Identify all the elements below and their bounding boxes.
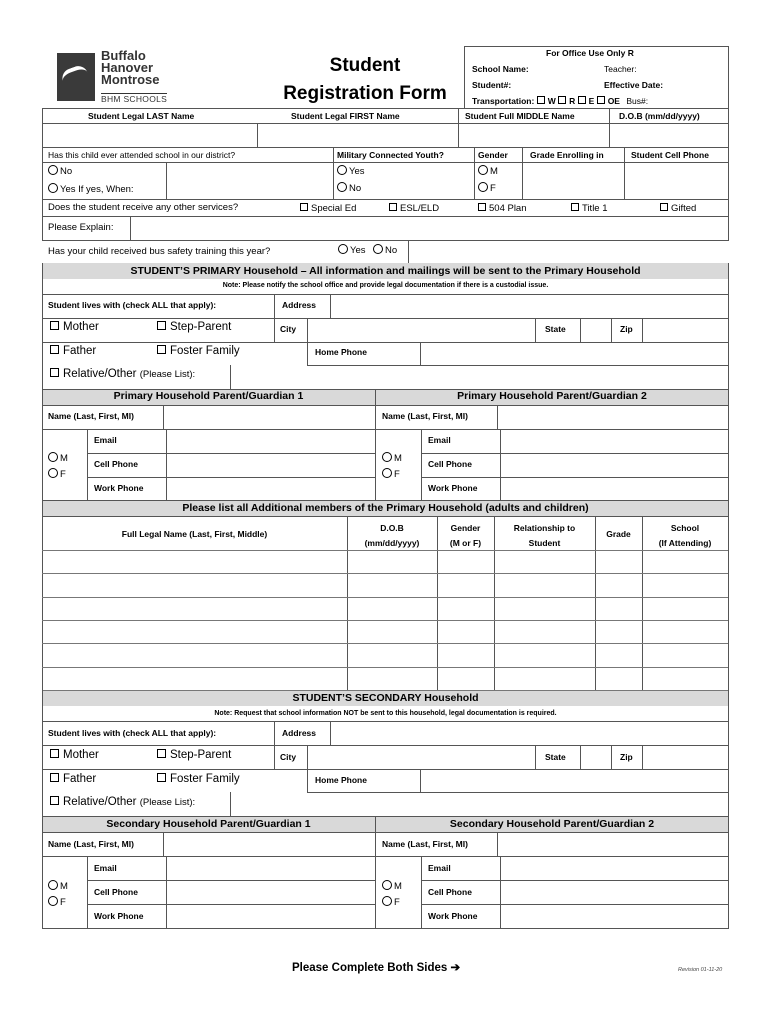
secondary-g1-m-label: M xyxy=(60,881,68,892)
trans-w-label: W xyxy=(547,96,556,106)
members-dob-line2: (mm/dd/yyyy) xyxy=(364,538,420,548)
logo-line-1: Buffalo xyxy=(101,48,146,63)
military-no-option[interactable] xyxy=(337,182,361,194)
rule xyxy=(728,500,729,690)
secondary-relative-label: Relative/Other xyxy=(63,796,137,808)
logo-line-2: Hanover xyxy=(101,60,154,75)
rule xyxy=(408,240,409,263)
rule xyxy=(728,263,729,389)
title-line-1: Student xyxy=(329,55,401,76)
rule xyxy=(42,690,43,817)
rule xyxy=(375,816,376,929)
dob-field[interactable] xyxy=(610,124,728,146)
secondary-g1-cell-label: Cell Phone xyxy=(94,887,138,897)
secondary-relative-option[interactable] xyxy=(50,796,195,808)
secondary-city-field[interactable] xyxy=(308,746,534,769)
student-cell-label: Student Cell Phone xyxy=(631,150,709,160)
primary-address-label: Address xyxy=(282,300,317,310)
members-gender-line2: (M or F) xyxy=(449,538,482,548)
primary-g1-f-label: F xyxy=(60,469,66,480)
members-school-header: School (If Attending) xyxy=(658,523,712,548)
middle-name-field[interactable] xyxy=(459,124,609,146)
members-dob-line1: D.O.B xyxy=(380,523,404,533)
military-no-radio[interactable] xyxy=(337,182,347,192)
grade-label: Grade Enrolling in xyxy=(530,150,604,160)
rule xyxy=(728,690,729,817)
bus-question: Has your child received bus safety training this year? xyxy=(48,246,271,257)
rule xyxy=(535,745,536,769)
primary-address-field[interactable] xyxy=(331,295,728,318)
rule xyxy=(307,769,308,792)
secondary-step-checkbox[interactable] xyxy=(157,749,166,758)
secondary-g1-f-label: F xyxy=(60,897,66,908)
primary-heading: STUDENT’S PRIMARY Household – All information and mailings will be sent to the Primary Household xyxy=(130,265,641,277)
secondary-note: Note: Request that school information NOT be sent to this household, legal documentation is required. xyxy=(214,710,557,717)
secondary-g2-cell-label: Cell Phone xyxy=(428,887,472,897)
form-title xyxy=(280,52,450,108)
primary-foster-checkbox[interactable] xyxy=(157,345,166,354)
secondary-g2-email-label: Email xyxy=(428,863,451,873)
office-use-box xyxy=(464,46,728,108)
gender-f-radio[interactable] xyxy=(478,182,488,192)
military-yes-label: Yes xyxy=(349,166,365,177)
primary-g2-work-label: Work Phone xyxy=(428,483,478,493)
svc-504-option[interactable] xyxy=(478,203,527,214)
rule xyxy=(42,108,729,109)
primary-g1-cell-field[interactable] xyxy=(167,454,375,477)
secondary-address-field[interactable] xyxy=(331,722,728,745)
primary-home-phone-label: Home Phone xyxy=(315,347,367,357)
attended-yes-option[interactable] xyxy=(48,183,134,195)
members-table-body[interactable] xyxy=(43,551,728,690)
bus-yes-label: Yes xyxy=(350,245,366,256)
rule xyxy=(421,429,422,500)
trans-oe-checkbox[interactable] xyxy=(597,96,605,104)
bus-yes-radio[interactable] xyxy=(338,244,348,254)
svc-504-label: 504 Plan xyxy=(489,203,527,214)
rule xyxy=(535,318,536,342)
primary-mother-option[interactable] xyxy=(50,321,99,333)
rule xyxy=(42,263,43,389)
bus-no-label: No xyxy=(385,245,398,256)
gender-f-option[interactable] xyxy=(478,182,496,194)
office-school-name: School Name: xyxy=(472,64,529,74)
primary-g1-cell-label: Cell Phone xyxy=(94,459,138,469)
primary-g2-m-label: M xyxy=(394,453,402,464)
secondary-father-checkbox[interactable] xyxy=(50,773,59,782)
office-transportation xyxy=(472,96,648,106)
primary-city-label: City xyxy=(280,324,297,334)
secondary-g2-m-label: M xyxy=(394,881,402,892)
transportation-label: Transportation: xyxy=(472,96,535,106)
primary-g1-email-field[interactable] xyxy=(167,430,375,453)
primary-g2-work-field[interactable] xyxy=(501,478,728,500)
trans-oe-label: OE xyxy=(607,96,620,106)
office-heading: For Office Use Only R xyxy=(546,48,634,58)
primary-step-checkbox[interactable] xyxy=(157,321,166,330)
secondary-foster-label: Foster Family xyxy=(170,773,240,785)
primary-father-option[interactable] xyxy=(50,345,96,357)
svc-title1-checkbox[interactable] xyxy=(571,203,579,211)
bhm-logo-mark xyxy=(57,53,95,101)
office-border-top xyxy=(464,46,729,47)
gender-m-option[interactable] xyxy=(478,165,498,177)
gender-label: Gender xyxy=(478,150,508,160)
footer-text: Please Complete Both Sides xyxy=(292,962,448,974)
primary-g1-email-label: Email xyxy=(94,435,117,445)
primary-lives-with: Student lives with (check ALL that apply): xyxy=(48,300,217,310)
members-rel-line1: Relationship to xyxy=(513,523,576,533)
rule xyxy=(580,745,581,769)
office-border-left xyxy=(464,46,465,108)
members-heading: Please list all Additional members of the Primary Household (adults and children) xyxy=(182,502,589,514)
svc-esl-checkbox[interactable] xyxy=(389,203,397,211)
secondary-home-phone-label: Home Phone xyxy=(315,775,367,785)
office-effective-date: Effective Date: xyxy=(604,80,664,90)
secondary-zip-field[interactable] xyxy=(643,746,728,769)
secondary-g1-name-label: Name (Last, First, MI) xyxy=(48,839,134,849)
secondary-g2-name-label: Name (Last, First, MI) xyxy=(382,839,468,849)
trans-r-label: R xyxy=(569,96,576,106)
rule xyxy=(230,792,231,817)
primary-g1-f-radio[interactable] xyxy=(48,468,58,478)
members-gender-header xyxy=(437,521,494,551)
secondary-foster-checkbox[interactable] xyxy=(157,773,166,782)
primary-g1-f-option[interactable] xyxy=(48,468,66,480)
secondary-g1-cell-field[interactable] xyxy=(167,881,375,904)
gender-f-label: F xyxy=(490,183,496,194)
primary-g1-work-field[interactable] xyxy=(167,478,375,500)
secondary-father-option[interactable] xyxy=(50,773,96,785)
last-name-label: Student Legal LAST Name xyxy=(88,111,195,121)
logo-sub: BHM SCHOOLS xyxy=(101,94,168,104)
primary-note: Note: Please notify the school office and provide legal documentation if there is a custodial issue. xyxy=(222,282,549,289)
secondary-heading: STUDENT’S SECONDARY Household xyxy=(292,692,479,704)
secondary-g1-email-field[interactable] xyxy=(167,857,375,880)
rule xyxy=(421,856,422,929)
military-question: Military Connected Youth? xyxy=(337,150,444,160)
trans-e-label: E xyxy=(588,96,595,106)
primary-relative-checkbox[interactable] xyxy=(50,368,59,377)
secondary-foster-option[interactable] xyxy=(157,773,240,785)
primary-zip-field[interactable] xyxy=(643,319,728,342)
svc-special-label: Special Ed xyxy=(311,203,357,214)
svc-504-checkbox[interactable] xyxy=(478,203,486,211)
office-border-right xyxy=(728,46,729,108)
secondary-g1-work-label: Work Phone xyxy=(94,911,144,921)
middle-name-label: Student Full MIDDLE Name xyxy=(465,111,575,121)
secondary-g1-email-label: Email xyxy=(94,863,117,873)
primary-relative-label: Relative/Other xyxy=(63,368,137,380)
primary-foster-option[interactable] xyxy=(157,345,240,357)
office-student-num: Student#: xyxy=(472,80,512,90)
rule xyxy=(728,108,729,241)
rule xyxy=(474,147,475,199)
primary-g2-m-option[interactable] xyxy=(382,452,402,464)
svc-special-option[interactable] xyxy=(300,203,356,214)
trans-r-checkbox[interactable] xyxy=(558,96,566,104)
primary-father-label: Father xyxy=(63,345,97,357)
last-name-field[interactable] xyxy=(43,124,257,146)
rule xyxy=(728,816,729,929)
primary-g2-f-label: F xyxy=(394,469,400,480)
primary-city-field[interactable] xyxy=(308,319,534,342)
members-dob-header xyxy=(347,521,437,551)
primary-g2-m-radio[interactable] xyxy=(382,452,392,462)
secondary-g2-m-radio[interactable] xyxy=(382,880,392,890)
logo-text xyxy=(101,50,160,86)
secondary-mother-checkbox[interactable] xyxy=(50,749,59,758)
primary-g1-name-label: Name (Last, First, MI) xyxy=(48,411,134,421)
svc-title1-label: Title 1 xyxy=(582,203,608,214)
svc-gifted-checkbox[interactable] xyxy=(660,203,668,211)
secondary-step-label: Step-Parent xyxy=(170,749,232,761)
members-grade-header: Grade xyxy=(606,529,631,539)
secondary-g2-m-option[interactable] xyxy=(382,880,402,892)
secondary-g2-email-field[interactable] xyxy=(501,857,728,880)
military-yes-option[interactable] xyxy=(337,165,365,177)
secondary-please-list: (Please List): xyxy=(139,797,196,808)
attended-yes-radio[interactable] xyxy=(48,183,58,193)
primary-g2-email-label: Email xyxy=(428,435,451,445)
primary-g2-email-field[interactable] xyxy=(501,430,728,453)
rule xyxy=(333,147,334,199)
primary-foster-label: Foster Family xyxy=(170,345,240,357)
rule xyxy=(42,389,43,500)
secondary-g1-m-radio[interactable] xyxy=(48,880,58,890)
bus-yes-option[interactable] xyxy=(338,244,366,256)
secondary-g2-name-field[interactable] xyxy=(498,833,728,856)
svc-esl-label: ESL/ELD xyxy=(400,203,440,214)
primary-mother-checkbox[interactable] xyxy=(50,321,59,330)
attended-question: Has this child ever attended school in our district? xyxy=(48,150,236,160)
primary-g1-m-option[interactable] xyxy=(48,452,68,464)
secondary-g2-work-label: Work Phone xyxy=(428,911,478,921)
primary-guardian1-heading: Primary Household Parent/Guardian 1 xyxy=(113,390,304,402)
rule xyxy=(580,318,581,342)
rule xyxy=(87,856,88,929)
primary-please-list: (Please List): xyxy=(139,369,196,380)
first-name-field[interactable] xyxy=(258,124,458,146)
primary-g1-work-label: Work Phone xyxy=(94,483,144,493)
primary-g2-name-field[interactable] xyxy=(498,406,728,429)
secondary-city-label: City xyxy=(280,752,297,762)
secondary-g2-f-radio[interactable] xyxy=(382,896,392,906)
secondary-g2-f-label: F xyxy=(394,897,400,908)
rule xyxy=(42,240,729,241)
svc-gifted-label: Gifted xyxy=(671,203,697,214)
rule xyxy=(728,389,729,500)
secondary-relative-checkbox[interactable] xyxy=(50,796,59,805)
secondary-g1-f-option[interactable] xyxy=(48,896,66,908)
primary-mother-label: Mother xyxy=(63,321,99,333)
primary-g1-name-field[interactable] xyxy=(164,406,375,429)
members-gender-line1: Gender xyxy=(450,523,481,533)
primary-relative-option[interactable] xyxy=(50,368,195,380)
secondary-g1-f-radio[interactable] xyxy=(48,896,58,906)
first-name-label: Student Legal FIRST Name xyxy=(291,111,400,121)
rule xyxy=(611,745,612,769)
student-cell-field[interactable] xyxy=(625,163,728,199)
trans-e-checkbox[interactable] xyxy=(578,96,586,104)
grade-field[interactable] xyxy=(523,163,624,199)
military-no-label: No xyxy=(349,183,362,194)
primary-g2-f-radio[interactable] xyxy=(382,468,392,478)
secondary-state-label: State xyxy=(545,752,566,762)
secondary-father-label: Father xyxy=(63,773,97,785)
explain-label: Please Explain: xyxy=(48,222,114,233)
gender-m-radio[interactable] xyxy=(478,165,488,175)
attended-no-label: No xyxy=(60,166,73,177)
secondary-g2-f-option[interactable] xyxy=(382,896,400,908)
primary-home-phone-field[interactable] xyxy=(421,343,728,365)
secondary-g2-work-field[interactable] xyxy=(501,905,728,928)
explain-field[interactable] xyxy=(131,217,728,240)
primary-g2-f-option[interactable] xyxy=(382,468,400,480)
primary-father-checkbox[interactable] xyxy=(50,345,59,354)
primary-guardian2-heading: Primary Household Parent/Guardian 2 xyxy=(457,390,647,402)
primary-g2-cell-field[interactable] xyxy=(501,454,728,477)
secondary-g1-work-field[interactable] xyxy=(167,905,375,928)
secondary-home-phone-field[interactable] xyxy=(421,770,728,792)
secondary-g2-cell-field[interactable] xyxy=(501,881,728,904)
primary-step-option[interactable] xyxy=(157,321,231,333)
secondary-zip-label: Zip xyxy=(620,752,633,762)
primary-state-label: State xyxy=(545,324,566,334)
logo-line-3: Montrose xyxy=(101,72,160,87)
rule xyxy=(42,147,729,148)
footer-note xyxy=(292,960,460,974)
rule xyxy=(42,816,43,929)
secondary-g1-name-field[interactable] xyxy=(164,833,375,856)
members-rel-line2: Student xyxy=(528,538,561,548)
rule xyxy=(307,792,729,793)
primary-g2-name-label: Name (Last, First, MI) xyxy=(382,411,468,421)
secondary-lives-with: Student lives with (check ALL that apply): xyxy=(48,728,217,738)
svc-esl-option[interactable] xyxy=(389,203,439,214)
members-rel-header xyxy=(494,521,595,551)
secondary-step-option[interactable] xyxy=(157,749,231,761)
dob-label: D.O.B (mm/dd/yyyy) xyxy=(619,111,700,121)
rule xyxy=(42,516,729,517)
primary-step-label: Step-Parent xyxy=(170,321,232,333)
rule xyxy=(611,318,612,342)
secondary-mother-label: Mother xyxy=(63,749,99,761)
rule xyxy=(42,199,729,200)
rule xyxy=(375,389,376,500)
primary-g1-m-label: M xyxy=(60,453,68,464)
gender-m-label: M xyxy=(490,166,498,177)
secondary-guardian1-heading: Secondary Household Parent/Guardian 1 xyxy=(106,818,311,830)
svc-special-checkbox[interactable] xyxy=(300,203,308,211)
military-yes-radio[interactable] xyxy=(337,165,347,175)
title-line-2: Registration Form xyxy=(283,83,447,104)
trans-w-checkbox[interactable] xyxy=(537,96,545,104)
secondary-address-label: Address xyxy=(282,728,317,738)
bus-no-radio[interactable] xyxy=(373,244,383,254)
svc-title1-option[interactable] xyxy=(571,203,608,214)
secondary-mother-option[interactable] xyxy=(50,749,99,761)
attended-when-field[interactable] xyxy=(167,163,333,199)
attended-no-option[interactable] xyxy=(48,165,72,177)
attended-yes-label: Yes If yes, When: xyxy=(60,184,134,195)
primary-g2-cell-label: Cell Phone xyxy=(428,459,472,469)
services-question: Does the student receive any other services? xyxy=(48,202,239,213)
primary-g1-m-radio[interactable] xyxy=(48,452,58,462)
rule xyxy=(230,365,231,389)
primary-zip-label: Zip xyxy=(620,324,633,334)
arrow-right-icon: ➔ xyxy=(450,962,461,974)
attended-no-radio[interactable] xyxy=(48,165,58,175)
members-name-header: Full Legal Name (Last, First, Middle) xyxy=(121,529,268,539)
office-bus: Bus#: xyxy=(626,96,649,106)
rule xyxy=(87,429,88,500)
rule xyxy=(42,928,729,929)
svc-gifted-option[interactable] xyxy=(660,203,696,214)
rule xyxy=(307,365,729,366)
secondary-guardian2-heading: Secondary Household Parent/Guardian 2 xyxy=(449,818,655,830)
rule xyxy=(307,342,308,365)
revision-note: Revision 01-11-20 xyxy=(678,967,723,973)
office-teacher: Teacher: xyxy=(604,64,637,74)
secondary-g1-m-option[interactable] xyxy=(48,880,68,892)
bus-no-option[interactable] xyxy=(373,244,397,256)
